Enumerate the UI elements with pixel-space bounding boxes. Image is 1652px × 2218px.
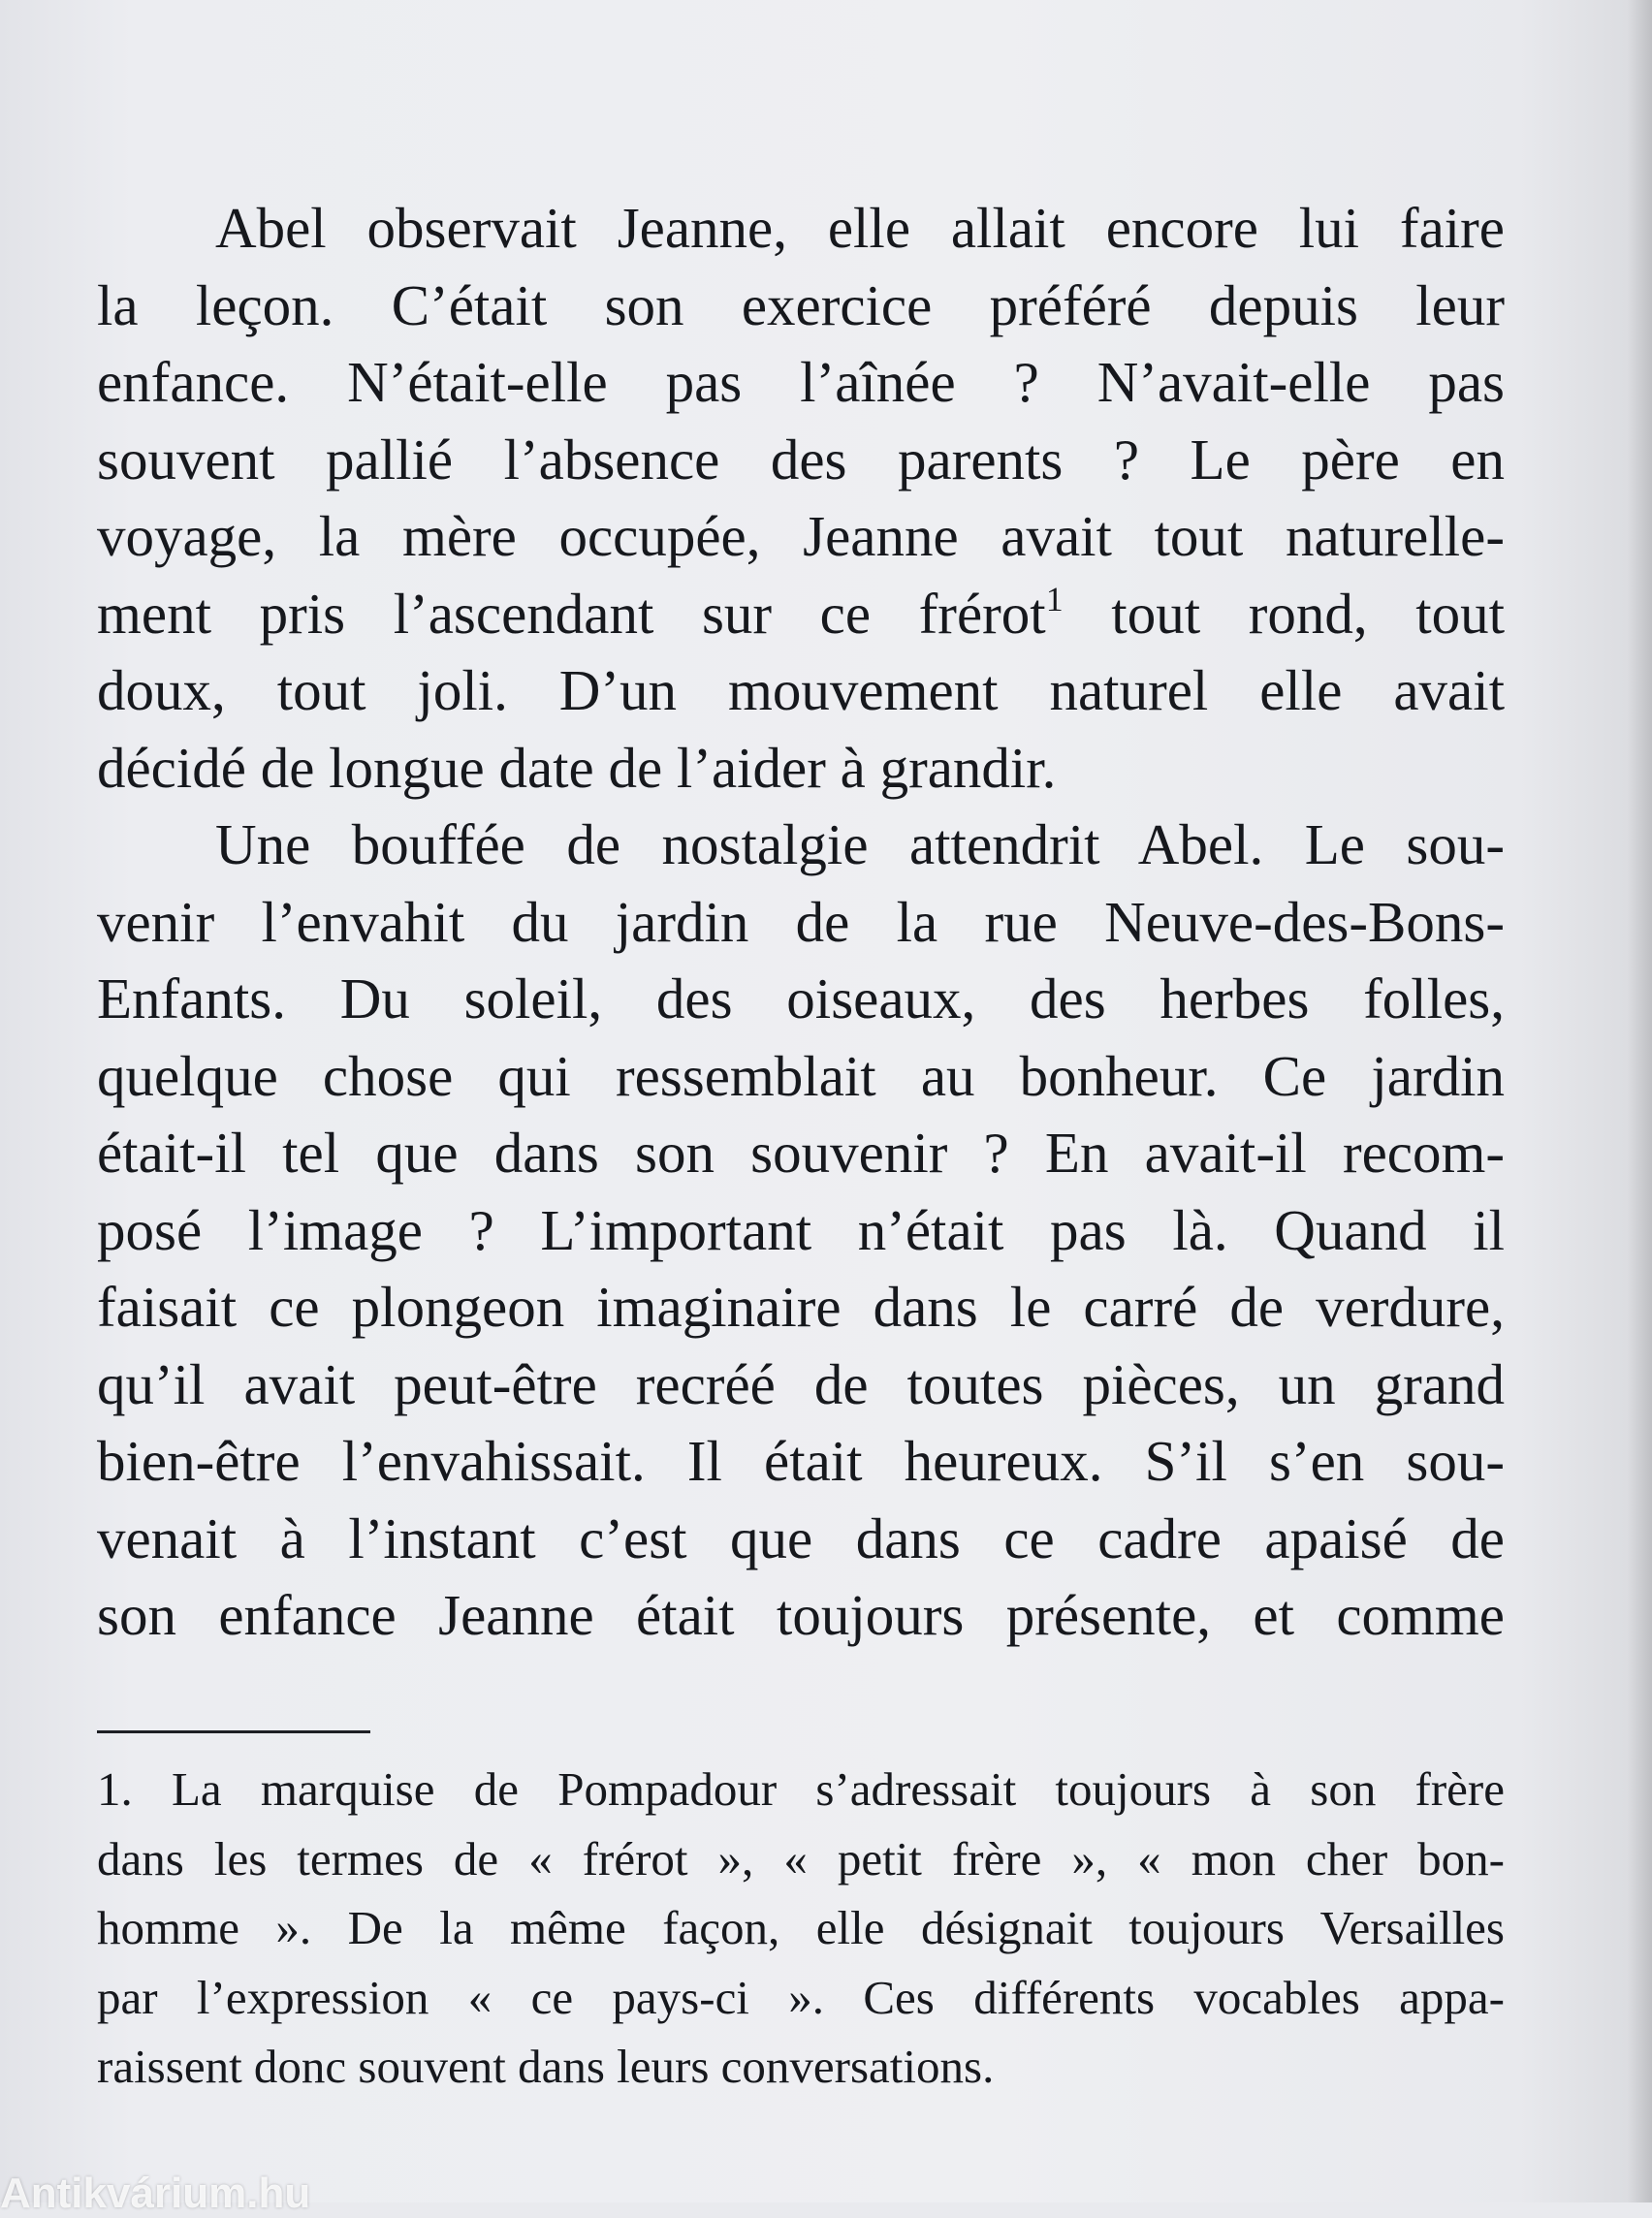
text-line: enfance. N’était-elle pas l’aînée ? N’avait-elle pas: [97, 350, 1505, 414]
text-line: la leçon. C’était son exercice préféré depuis leur: [97, 272, 1505, 337]
footnote-line: raissent donc souvent dans leurs conversations.: [97, 2040, 995, 2093]
footnote-line: dans les termes de « frérot », « petit frère », « mon cher bon-: [97, 1831, 1505, 1885]
text-line: Une bouffée de nostalgie attendrit Abel. Le sou-: [215, 812, 1505, 876]
text-line: quelque chose qui ressemblait au bonheur. Ce jardin: [97, 1043, 1505, 1108]
footnote-line: 1. La marquise de Pompadour s’adressait toujours à son frère: [97, 1762, 1505, 1816]
text-line: souvent pallié l’absence des parents ? Le père en: [97, 427, 1505, 491]
text-line: décidé de longue date de l’aider à grandir.: [97, 735, 1057, 800]
text-line: voyage, la mère occupée, Jeanne avait tout naturelle-: [97, 504, 1505, 568]
text-line-with-footnote: [97, 576, 1505, 653]
footnote-line: homme ». De la même façon, elle désignait toujours Versailles: [97, 1901, 1505, 1954]
footnote-line: par l’expression « ce pays-ci ». Ces différents vocables appa-: [97, 1970, 1505, 2024]
text-line: qu’il avait peut-être recréé de toutes pièces, un grand: [97, 1351, 1505, 1416]
main-text: [97, 190, 1505, 1655]
text-line: était-il tel que dans son souvenir ? En avait-il recom-: [97, 1121, 1505, 1185]
footnote-separator: [97, 1730, 370, 1733]
footnote: [97, 1755, 1505, 2102]
text-line: Abel observait Jeanne, elle allait encore lui faire: [215, 196, 1505, 260]
text-line-part: tout rond, tout: [1063, 581, 1505, 646]
text-line-part: ment pris l’ascendant sur ce frérot: [97, 581, 1046, 646]
text-line: doux, tout joli. D’un mouvement naturel elle avait: [97, 658, 1505, 722]
text-line: venait à l’instant c’est que dans ce cadre apaisé de: [97, 1505, 1505, 1570]
text-line: son enfance Jeanne était toujours présente, et comme: [97, 1583, 1505, 1647]
text-line: bien-être l’envahissait. Il était heureux. S’il s’en sou-: [97, 1429, 1505, 1493]
footnote-marker[interactable]: 1: [1045, 579, 1064, 618]
page-edge-shadow: [1627, 0, 1652, 2202]
text-line: posé l’image ? L’important n’était pas là. Quand il: [97, 1197, 1505, 1262]
text-line: faisait ce plongeon imaginaire dans le carré de verdure,: [97, 1275, 1505, 1339]
text-line: Enfants. Du soleil, des oiseaux, des herbes folles,: [97, 966, 1505, 1030]
text-line: venir l’envahit du jardin de la rue Neuve-des-Bons-: [97, 889, 1505, 954]
watermark: Antikvárium.hu: [0, 2170, 311, 2217]
